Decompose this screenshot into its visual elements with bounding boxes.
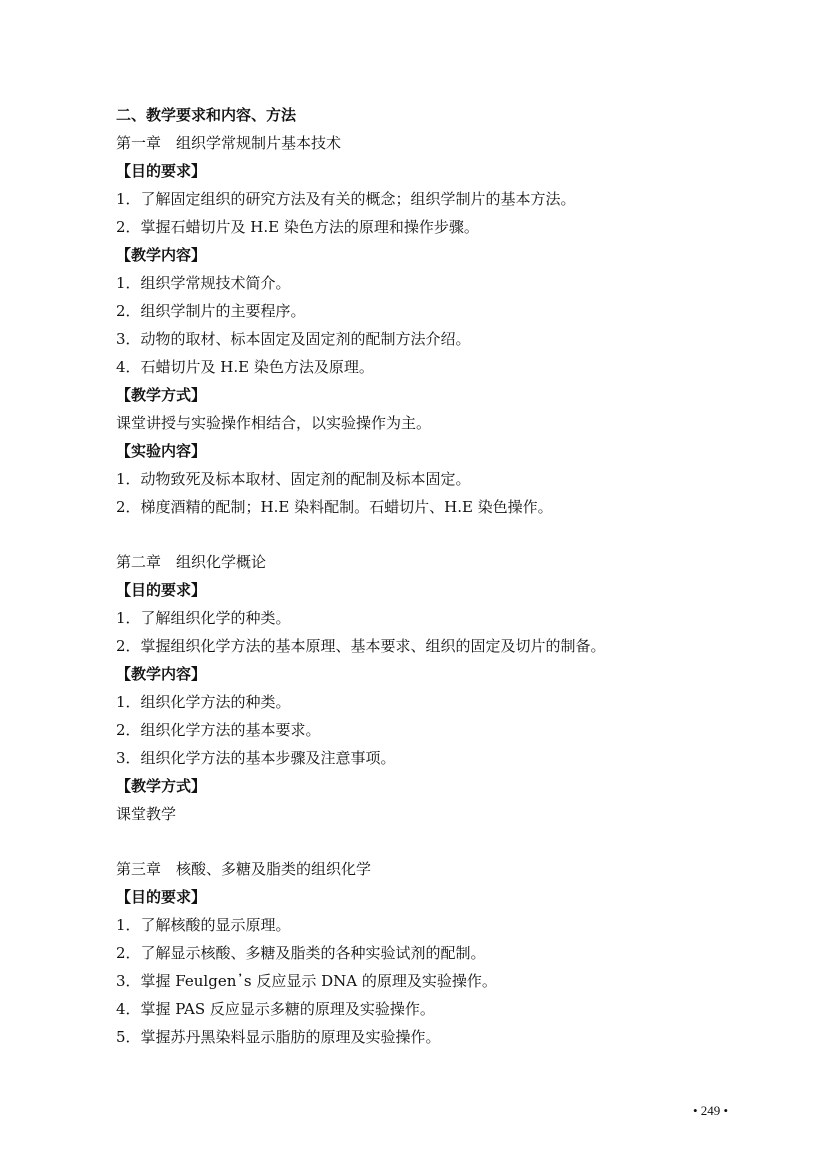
list-item: 2．梯度酒精的配制；H.E 染料配制。石蜡切片、H.E 染色操作。 bbox=[116, 498, 553, 516]
chapter-spacer bbox=[116, 521, 756, 548]
list-item: 4．掌握 PAS 反应显示多糖的原理及实验操作。 bbox=[116, 1000, 435, 1018]
list-item: 2．组织学制片的主要程序。 bbox=[116, 302, 306, 320]
list-item: 2．掌握石蜡切片及 H.E 染色方法的原理和操作步骤。 bbox=[116, 218, 479, 236]
list-item: 1．了解固定组织的研究方法及有关的概念；组织学制片的基本方法。 bbox=[116, 190, 576, 208]
list-item: 3．动物的取材、标本固定及固定剂的配制方法介绍。 bbox=[116, 330, 471, 348]
list-item: 1．组织学常规技术简介。 bbox=[116, 274, 291, 292]
block-heading: 【教学方式】 bbox=[116, 386, 207, 404]
list-item: 课堂讲授与实验操作相结合，以实验操作为主。 bbox=[116, 414, 432, 432]
list-item: 1．了解核酸的显示原理。 bbox=[116, 916, 291, 934]
section-heading: 二、教学要求和内容、方法 bbox=[116, 106, 297, 124]
chapter-title: 第三章 核酸、多糖及脂类的组织化学 bbox=[116, 860, 372, 878]
chapter-title: 第二章 组织化学概论 bbox=[116, 553, 267, 571]
list-item: 3．组织化学方法的基本步骤及注意事项。 bbox=[116, 749, 396, 767]
block-heading: 【目的要求】 bbox=[116, 162, 207, 180]
block-heading: 【实验内容】 bbox=[116, 442, 207, 460]
list-item: 5．掌握苏丹黑染料显示脂肪的原理及实验操作。 bbox=[116, 1028, 441, 1046]
list-item: 2．组织化学方法的基本要求。 bbox=[116, 721, 321, 739]
list-item: 3．掌握 Feulgen᾽s 反应显示 DNA 的原理及实验操作。 bbox=[116, 972, 497, 990]
list-item: 课堂教学 bbox=[116, 805, 177, 823]
block-heading: 【目的要求】 bbox=[116, 888, 207, 906]
page-number: • 249 • bbox=[693, 1103, 729, 1118]
list-item: 2．了解显示核酸、多糖及脂类的各种实验试剂的配制。 bbox=[116, 944, 486, 962]
list-item: 4．石蜡切片及 H.E 染色方法及原理。 bbox=[116, 358, 374, 376]
block-heading: 【目的要求】 bbox=[116, 581, 207, 599]
list-item: 1．了解组织化学的种类。 bbox=[116, 609, 291, 627]
list-item: 1．组织化学方法的种类。 bbox=[116, 693, 291, 711]
chapter-spacer bbox=[116, 828, 756, 855]
list-item: 1．动物致死及标本取材、固定剂的配制及标本固定。 bbox=[116, 470, 471, 488]
block-heading: 【教学方式】 bbox=[116, 777, 207, 795]
document-body bbox=[116, 101, 756, 1051]
list-item: 2．掌握组织化学方法的基本原理、基本要求、组织的固定及切片的制备。 bbox=[116, 637, 606, 655]
chapter-list bbox=[116, 129, 756, 1051]
block-heading: 【教学内容】 bbox=[116, 246, 207, 264]
chapter-title: 第一章 组织学常规制片基本技术 bbox=[116, 134, 342, 152]
block-heading: 【教学内容】 bbox=[116, 665, 207, 683]
